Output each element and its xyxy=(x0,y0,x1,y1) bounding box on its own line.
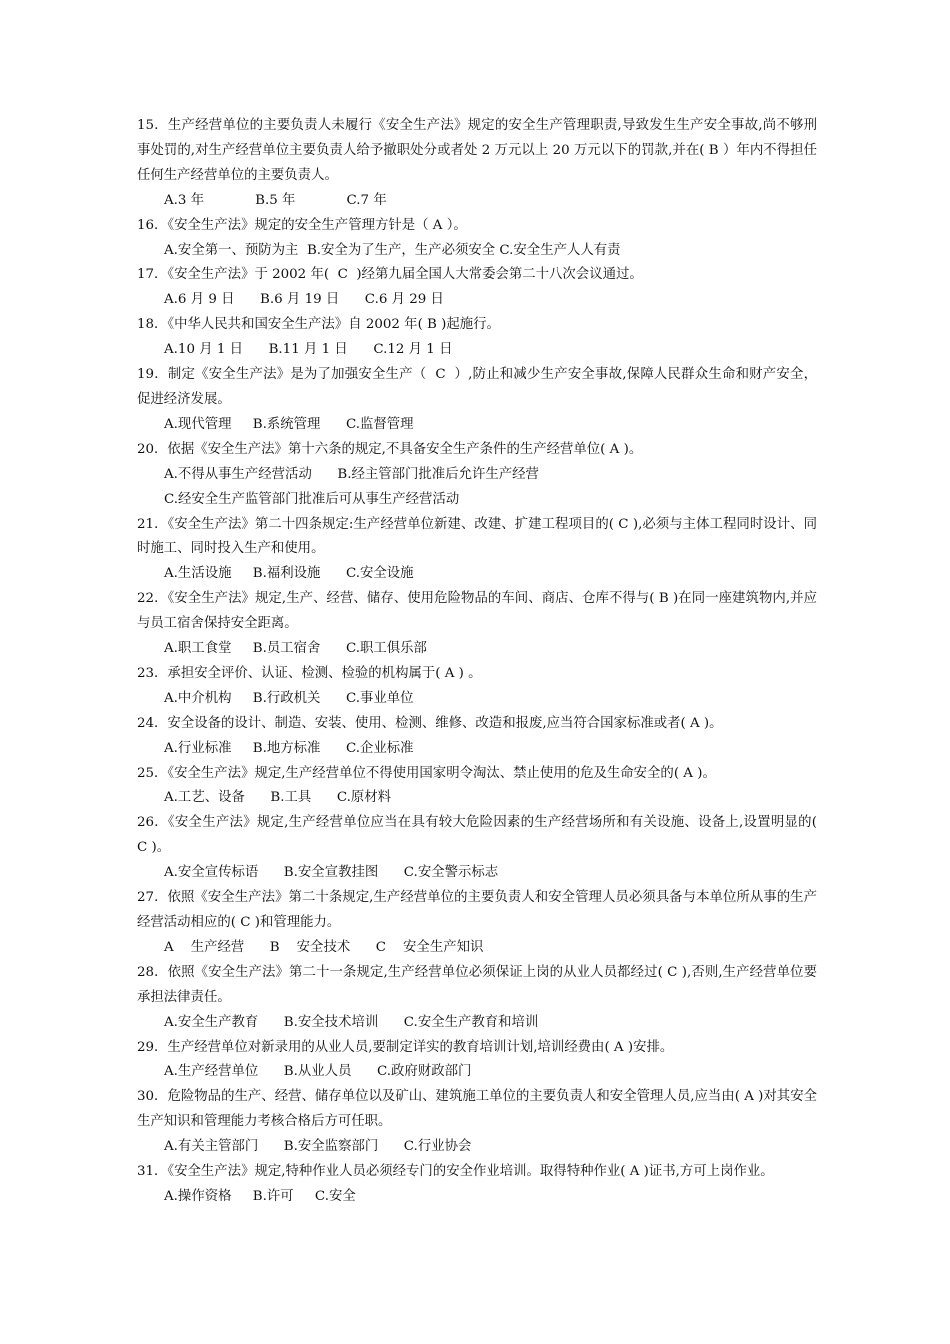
question-item xyxy=(137,114,817,214)
question-options: A 生产经营 B 安全技术 C 安全生产知识 xyxy=(164,939,484,955)
question-list xyxy=(137,114,822,1210)
question-item xyxy=(137,363,817,438)
question-item xyxy=(137,214,817,264)
question-options: A.现代管理 B.系统管理 C.监督管理 xyxy=(164,416,414,432)
question-options: A.中介机构 B.行政机关 C.事业单位 xyxy=(164,690,414,706)
question-options: A.工艺、设备 B.工具 C.原材料 xyxy=(164,790,392,806)
question-item xyxy=(137,961,817,1036)
question-stem: 25．《安全生产法》规定,生产经营单位不得使用国家明令淘汰、禁止使用的危及生命安全的( A )。 xyxy=(137,765,716,781)
question-stem: 31．《安全生产法》规定,特种作业人员必须经专门的安全作业培训。取得特种作业( A )证书,方可上岗作业。 xyxy=(137,1164,774,1180)
question-options: A.操作资格 B.许可 C.安全 xyxy=(164,1188,356,1204)
question-stem: 21．《安全生产法》第二十四条规定:生产经营单位新建、改建、扩建工程项目的( C ),必须与主体工程同时设计、同时施工、同时投入生产和使用。 xyxy=(137,516,817,557)
question-item xyxy=(137,587,817,662)
question-stem: 30．危险物品的生产、经营、储存单位以及矿山、建筑施工单位的主要负责人和安全管理人员,应当由( A )对其安全生产知识和管理能力考核合格后方可任职。 xyxy=(137,1089,817,1130)
question-item xyxy=(137,1036,817,1086)
question-options: A.安全宣传标语 B.安全宣教挂图 C.安全警示标志 xyxy=(164,865,499,881)
question-item xyxy=(137,313,817,363)
question-stem: 26．《安全生产法》规定,生产经营单位应当在具有较大危险因素的生产经营场所和有关设施、设备上,设置明显的( C )。 xyxy=(137,815,822,856)
question-options: A.安全第一、预防为主 B.安全为了生产，生产必须安全 C.安全生产人人有责 xyxy=(164,242,621,258)
question-stem: 17．《安全生产法》于 2002 年( C )经第九届全国人大常委会第二十八次会议通过。 xyxy=(137,267,643,283)
question-options: A.行业标准 B.地方标准 C.企业标准 xyxy=(164,740,414,756)
question-options: A.3 年 B.5 年 C.7 年 xyxy=(164,192,387,208)
question-item xyxy=(137,1085,817,1160)
question-stem: 28．依照《安全生产法》第二十一条规定,生产经营单位必须保证上岗的从业人员都经过( C ),否则,生产经营单位要承担法律责任。 xyxy=(137,964,817,1005)
question-options: A.6 月 9 日 B.6 月 19 日 C.6 月 29 日 xyxy=(164,292,444,308)
question-options: C.经安全生产监管部门批准后可从事生产经营活动 xyxy=(164,491,460,507)
question-options: A.安全生产教育 B.安全技术培训 C.安全生产教育和培训 xyxy=(164,1014,539,1030)
question-stem: 22．《安全生产法》规定,生产、经营、储存、使用危险物品的车间、商店、仓库不得与( B )在同一座建筑物内,并应与员工宿舍保持安全距离。 xyxy=(137,591,817,632)
question-stem: 23．承担安全评价、认证、检测、检验的机构属于( A ) 。 xyxy=(137,665,482,681)
question-item xyxy=(137,662,817,712)
question-stem: 16．《安全生产法》规定的安全生产管理方针是（ A ）。 xyxy=(137,217,467,233)
question-stem: 20．依据《安全生产法》第十六条的规定,不具备安全生产条件的生产经营单位( A )。 xyxy=(137,441,643,457)
question-options: A.不得从事生产经营活动 B.经主管部门批准后允许生产经营 xyxy=(164,466,539,482)
question-stem: 24．安全设备的设计、制造、安装、使用、检测、维修、改造和报废,应当符合国家标准或者( A )。 xyxy=(137,715,723,731)
question-options: A.职工食堂 B.员工宿舍 C.职工俱乐部 xyxy=(164,641,427,657)
question-options: A.10 月 1 日 B.11 月 1 日 C.12 月 1 日 xyxy=(164,342,453,358)
question-options: A.生产经营单位 B.从业人员 C.政府财政部门 xyxy=(164,1064,472,1080)
question-item xyxy=(137,762,817,812)
question-item xyxy=(137,438,817,513)
question-item xyxy=(137,263,817,313)
question-stem: 15．生产经营单位的主要负责人未履行《安全生产法》规定的安全生产管理职责,导致发生生产安全事故,尚不够刑事处罚的,对生产经营单位主要负责人给予撤职处分或者处 2 万元以上 20 万元以下的罚款,并在( B ）年内不得担任任何生产经营单位的主要负责人。 xyxy=(137,118,817,183)
question-stem: 27．依照《安全生产法》第二十条规定,生产经营单位的主要负责人和安全管理人员必须具备与本单位所从事的生产经营活动相应的( C )和管理能力。 xyxy=(137,890,817,930)
question-options: A.生活设施 B.福利设施 C.安全设施 xyxy=(164,566,414,582)
question-item xyxy=(137,811,822,886)
question-item xyxy=(137,513,817,588)
question-options: A.有关主管部门 B.安全监察部门 C.行业协会 xyxy=(164,1139,472,1155)
question-stem: 29．生产经营单位对新录用的从业人员,要制定详实的教育培训计划,培训经费由( A )安排。 xyxy=(137,1039,674,1055)
question-stem: 18．《中华人民共和国安全生产法》自 2002 年( B )起施行。 xyxy=(137,317,500,333)
question-item xyxy=(137,886,817,961)
question-stem: 19．制定《安全生产法》是为了加强安全生产（ C ）,防止和减少生产安全事故,保障人民群众生命和财产安全，促进经济发展。 xyxy=(137,367,817,407)
question-item xyxy=(137,1160,817,1210)
question-item xyxy=(137,712,817,762)
